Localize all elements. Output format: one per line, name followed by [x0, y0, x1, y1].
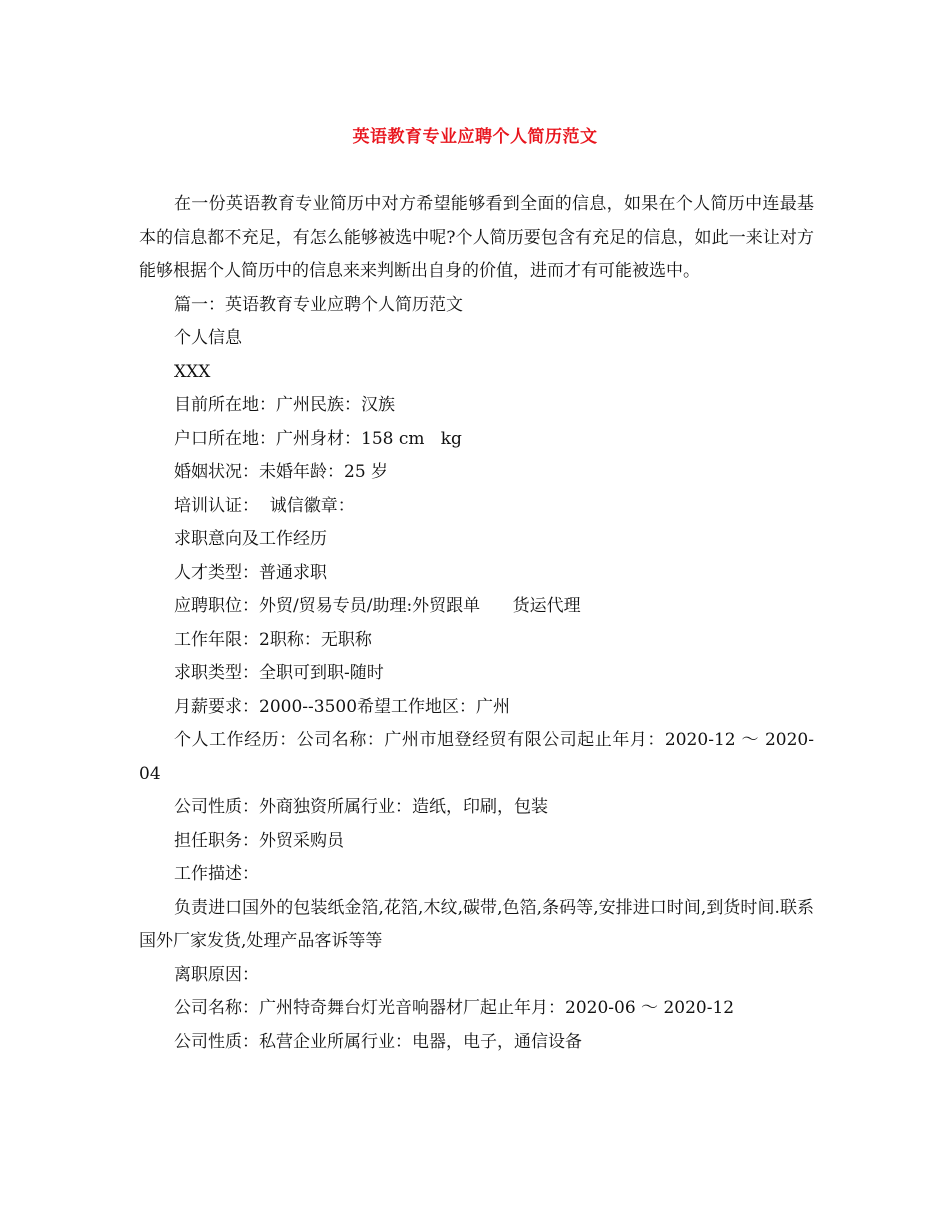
info-line: 公司性质：外商独资所属行业：造纸，印刷，包装: [174, 797, 548, 817]
section-label-personal-info: 个人信息: [174, 328, 242, 348]
info-line: 工作年限：2职称：无职称: [174, 629, 372, 650]
info-line: 婚姻状况：未婚年龄：25 岁: [174, 462, 389, 482]
info-line: 公司性质：私营企业所属行业：电器，电子，通信设备: [174, 1031, 582, 1052]
info-line: 应聘职位：外贸/贸易专员/助理:外贸跟单 货运代理: [174, 596, 581, 616]
section-label-job-intent: 求职意向及工作经历: [174, 529, 327, 549]
section-heading: 篇一：英语教育专业应聘个人简历范文: [174, 294, 463, 315]
info-line: 担任职务：外贸采购员: [174, 830, 344, 851]
info-line: 培训认证： 诚信徽章：: [174, 495, 355, 516]
info-line: 目前所在地：广州民族：汉族: [174, 395, 395, 415]
info-line: 离职原因：: [174, 964, 259, 985]
info-line: 人才类型：普通求职: [174, 562, 327, 583]
info-line: 公司名称：广州特奇舞台灯光音响器材厂起止年月：2020-06 ～ 2020-12: [174, 998, 735, 1018]
info-line: 工作描述：: [174, 864, 259, 884]
document-body: [139, 188, 814, 1059]
work-description: 负责进口国外的包装纸金箔,花箔,木纹,碳带,色箔,条码等,安排进口时间,到货时间.联系国外厂家发货,处理产品客诉等等: [139, 897, 814, 951]
applicant-name: XXX: [174, 361, 211, 382]
info-line: 月薪要求：2000--3500希望工作地区：广州: [174, 696, 511, 717]
info-line: 户口所在地：广州身材：158 cm kg: [174, 428, 462, 449]
document-title: 英语教育专业应聘个人简历范文: [352, 127, 598, 147]
intro-paragraph: 在一份英语教育专业简历中对方希望能够看到全面的信息，如果在个人简历中连最基本的信息都不充足，有怎么能够被选中呢?个人简历要包含有充足的信息，如此一来让对方能够根据个人简历中的信息来来判断出自身的价值，进而才有可能被选中。: [139, 194, 814, 281]
info-line: 求职类型：全职可到职-随时: [174, 663, 384, 683]
work-experience-line: 个人工作经历：公司名称：广州市旭登经贸有限公司起止年月：2020-12 ～ 2020-04: [139, 730, 814, 784]
